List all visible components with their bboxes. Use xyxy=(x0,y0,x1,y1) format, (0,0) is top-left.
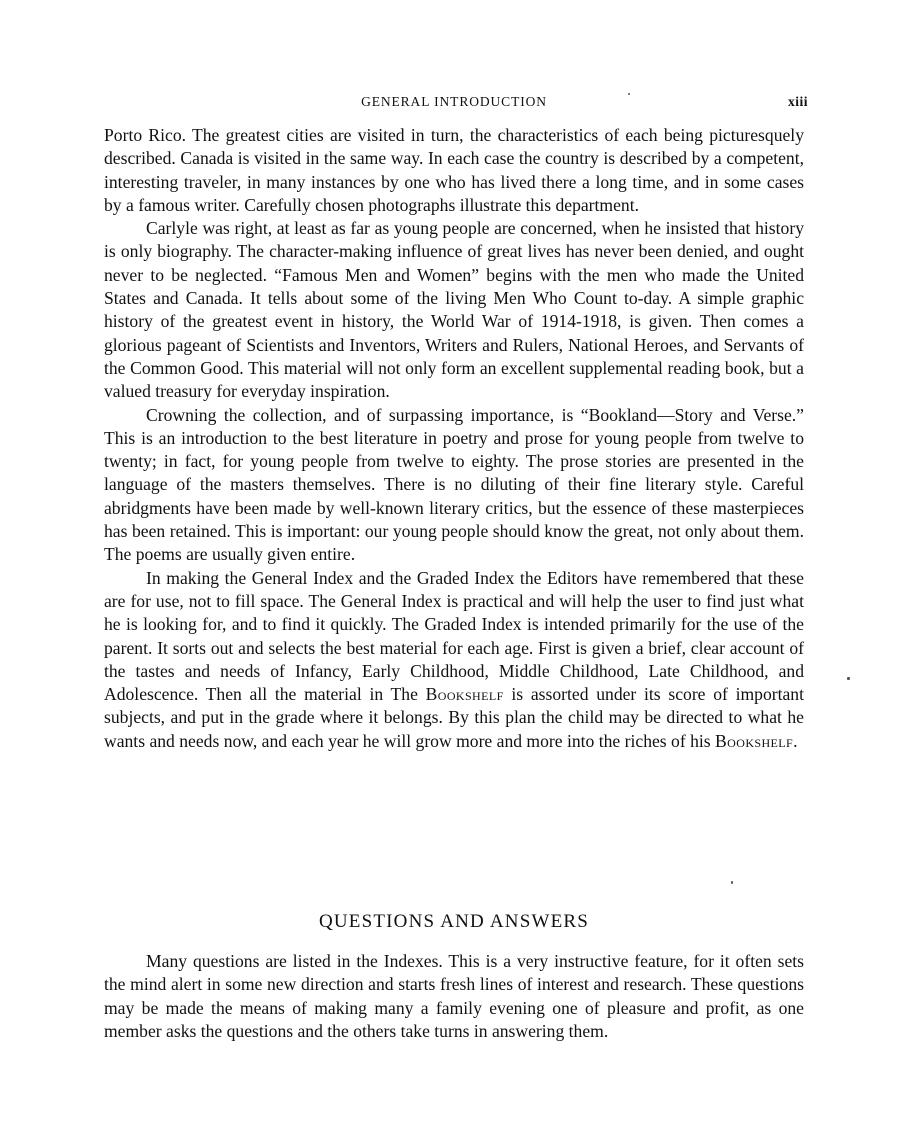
paragraph-indexes xyxy=(104,567,804,753)
scan-speck xyxy=(847,677,850,680)
running-title: GENERAL INTRODUCTION xyxy=(361,94,547,109)
bookshelf-title-1: Bookshelf xyxy=(425,684,504,705)
paragraph-carlyle: Carlyle was right, at least as far as young people are concerned, when he insisted that history is only biography. The character-making influence of great lives has never been denied, and ought never to be neglected. “Famous Men and Women” begins with the men who made the United States and Canada. It tells about some of the living Men Who Count to-day. A simple graphic history of the greatest event in history, the World War of 1914-1918, is given. Then comes a glorious pageant of Scientists and Inventors, Writers and Rulers, National Heroes, and Servants of the Common Good. This material will not only form an excellent supplemental reading book, but a valued treasury for everyday inspiration. xyxy=(104,218,804,402)
scan-speck xyxy=(628,93,630,95)
section-paragraph: Many questions are listed in the Indexes. This is a very instructive feature, for it often sets the mind alert in some new direction and starts fresh lines of interest and research. These questions may be made the means of making many a family evening one of pleasure and profit, as one member asks the questions and the others take turns in answering them. xyxy=(104,951,804,1041)
body-text xyxy=(104,124,804,753)
scan-speck xyxy=(731,881,733,884)
paragraph-continuation: Porto Rico. The greatest cities are visited in turn, the characteristics of each being picturesquely described. Canada is visited in the same way. In each case the country is described by a competent, interesting traveler, in many instances by one who has lived there a long time, and in some cases by a famous writer. Carefully chosen photographs illustrate this department. xyxy=(104,125,804,215)
indexes-text-part-1: In making the General Index and the Graded Index the Editors have remembered that these are for use, not to fill space. The General Index is practical and will help the user to find just what he is looking for, and to find it quickly. The Graded Index is intended primarily for the use of the parent. It sorts out and selects the best material for each age. First is given a brief, clear account of the tastes and needs of Infancy, Early Childhood, Middle Childhood, Late Childhood, and Adolescence. Then all the material in The xyxy=(104,567,804,705)
page-number: xiii xyxy=(787,94,808,109)
paragraph-bookland: Crowning the collection, and of surpassing importance, is “Bookland—Story and Verse.” This is an introduction to the best literature in poetry and prose for young people from twelve to twenty; in fact, for young people from twelve to eighty. The prose stories are presented in the language of the masters themselves. There is no diluting of their fine literary style. Careful abridgments have been made by well-known literary critics, but the essence of these masterpieces has been retained. This is important: our young people should know the great, not only about them. The poems are usually given entire. xyxy=(104,404,804,565)
indexes-text-part-2: is assorted under its score of important subjects, and put in the grade where it belongs. By this plan the child may be directed to what he wants and needs now, and each year he will grow more and more into the riches of his xyxy=(104,684,804,751)
indexes-text-end: . xyxy=(793,730,798,751)
running-head xyxy=(104,94,808,114)
bookshelf-title-2: Bookshelf xyxy=(715,730,794,751)
section-heading: QUESTIONS AND ANSWERS xyxy=(318,911,590,932)
